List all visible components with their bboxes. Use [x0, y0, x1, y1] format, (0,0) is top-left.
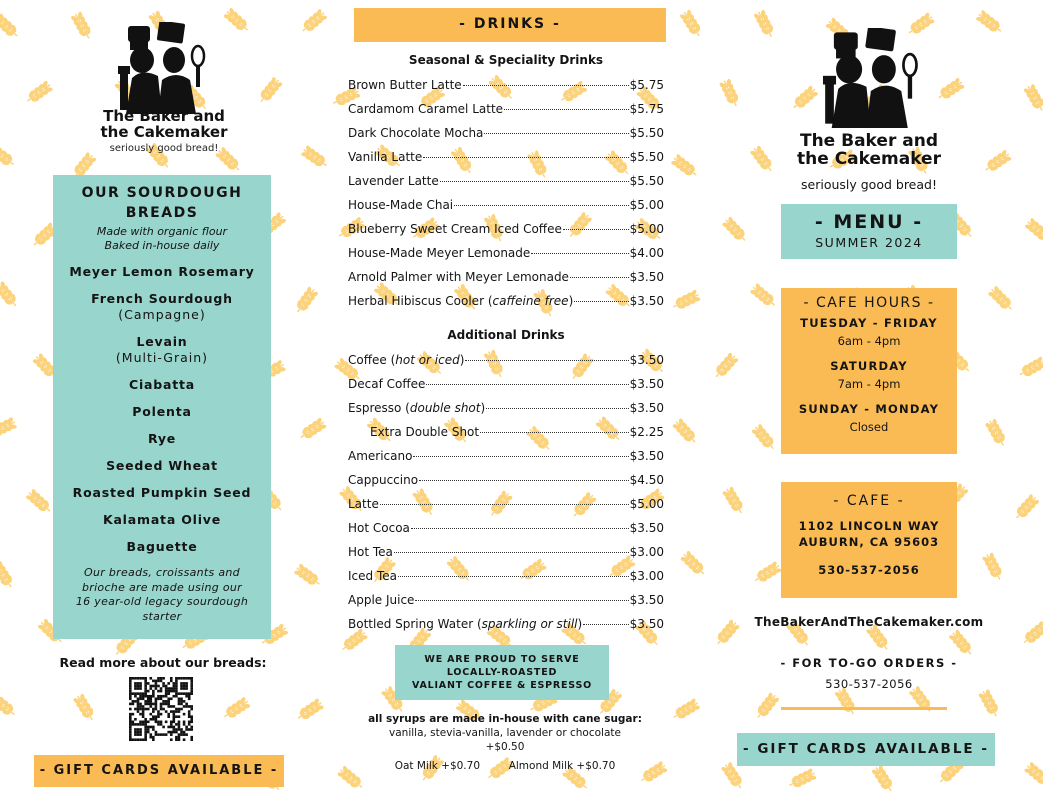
drink-note: hot or iced — [395, 353, 460, 367]
drink-name — [348, 540, 393, 564]
hours-days: SUNDAY - MONDAY — [798, 402, 940, 416]
bread-item — [53, 404, 271, 420]
drink-label: Vanilla Latte — [348, 150, 423, 164]
drink-price: $3.00 — [629, 545, 664, 559]
drink-name — [348, 145, 422, 169]
drink-label: Bottled Spring Water ( — [348, 617, 482, 631]
proud-line-3: VALIANT COFFEE & ESPRESSO — [411, 680, 593, 691]
drink-price: $4.00 — [629, 246, 664, 260]
syrups-price: +$0.50 — [485, 741, 525, 753]
drink-price: $5.00 — [629, 222, 664, 236]
bread-name: Polenta — [132, 404, 192, 419]
bread-name: Baguette — [126, 539, 198, 554]
bread-name: Roasted Pumpkin Seed — [72, 485, 252, 500]
address-line-1: 1102 LINCOLN WAY — [798, 519, 940, 533]
drink-label: Extra Double Shot — [370, 425, 480, 439]
drink-note: double shot — [409, 401, 481, 415]
breads-title-line-2: BREADS — [125, 205, 199, 221]
leader-dots — [486, 408, 628, 409]
bread-item — [53, 291, 271, 323]
menu-title: - MENU - — [814, 211, 924, 233]
drink-label: Espresso ( — [348, 401, 410, 415]
bread-item — [53, 334, 271, 366]
drink-label: House-Made Meyer Lemonade — [348, 246, 531, 260]
leader-dots — [583, 624, 628, 625]
breads-note-3: 16 year-old legacy sourdough — [75, 595, 249, 608]
read-more-label: Read more about our breads: — [59, 655, 267, 670]
drink-row — [348, 217, 664, 241]
drink-label: Blueberry Sweet Cream Iced Coffee — [348, 222, 562, 236]
bread-name: French Sourdough — [91, 291, 233, 306]
gift-cards-banner-right: - GIFT CARDS AVAILABLE - — [737, 733, 995, 766]
drink-row — [348, 516, 664, 540]
leader-dots — [463, 85, 629, 86]
cafe-title: - CAFE - — [833, 493, 905, 509]
cafe-hours-box — [781, 288, 957, 454]
drink-row — [348, 145, 664, 169]
drink-row — [348, 241, 664, 265]
bread-name: Seeded Wheat — [106, 458, 218, 473]
address-line-2: AUBURN, CA 95603 — [798, 535, 940, 549]
syrups-title: all syrups are made in-house with cane sugar: — [368, 713, 642, 725]
brand-line-1: The Baker and — [103, 107, 225, 125]
hours-time: 6am - 4pm — [837, 334, 901, 348]
drink-name — [348, 588, 414, 612]
drink-name — [348, 97, 503, 121]
bread-name: Levain — [136, 334, 188, 349]
drink-row — [348, 468, 664, 492]
drink-label: Brown Butter Latte — [348, 78, 462, 92]
drink-name — [348, 516, 410, 540]
drink-price: $5.50 — [629, 150, 664, 164]
drink-label: Iced Tea — [348, 569, 397, 583]
drink-price: $2.25 — [629, 425, 664, 439]
drink-price: $5.50 — [629, 174, 664, 188]
leader-dots — [480, 432, 629, 433]
drink-price: $5.00 — [629, 198, 664, 212]
drink-label: House-Made Chai — [348, 198, 454, 212]
leader-dots — [531, 253, 628, 254]
bread-item — [53, 264, 271, 280]
drink-price: $3.50 — [629, 617, 664, 631]
bread-name: Ciabatta — [128, 377, 196, 392]
drink-row — [348, 289, 664, 313]
drink-label: Cappuccino — [348, 473, 419, 487]
drink-label: Herbal Hibiscus Cooler ( — [348, 294, 493, 308]
almond-milk-price: Almond Milk +$0.70 — [508, 760, 616, 772]
drink-name — [348, 468, 418, 492]
drink-row — [348, 348, 664, 372]
leader-dots — [411, 528, 629, 529]
menu-season: SUMMER 2024 — [815, 235, 923, 250]
breads-note-4: starter — [142, 609, 182, 623]
togo-title: - FOR TO-GO ORDERS - — [780, 656, 958, 670]
additional-drinks-list — [348, 348, 664, 636]
sourdough-breads-panel — [53, 175, 271, 639]
drink-label: Dark Chocolate Mocha — [348, 126, 484, 140]
leader-dots — [413, 456, 628, 457]
drink-name — [348, 193, 453, 217]
drink-row — [348, 121, 664, 145]
leader-dots — [504, 109, 629, 110]
leader-dots — [574, 301, 628, 302]
drink-price: $3.50 — [629, 270, 664, 284]
oat-milk-price: Oat Milk +$0.70 — [394, 760, 481, 772]
drink-label: Cardamom Caramel Latte — [348, 102, 504, 116]
menu-title-box — [781, 204, 957, 259]
drink-row — [348, 444, 664, 468]
drink-row — [348, 612, 664, 636]
drink-row — [348, 588, 664, 612]
drink-row — [348, 169, 664, 193]
drink-price: $3.50 — [629, 449, 664, 463]
brand-line-2: the Cakemaker — [797, 148, 941, 169]
drink-name — [348, 372, 425, 396]
drink-label: Lavender Latte — [348, 174, 439, 188]
drink-name — [348, 169, 439, 193]
bread-item — [53, 377, 271, 393]
additional-drinks-title: Additional Drinks — [447, 328, 565, 342]
brand-tagline: seriously good bread! — [109, 143, 219, 154]
brand-tagline: seriously good bread! — [801, 177, 937, 192]
drink-label: Apple Juice — [348, 593, 415, 607]
leader-dots — [423, 157, 628, 158]
drink-name — [348, 492, 379, 516]
drink-label: Americano — [348, 449, 413, 463]
seasonal-drinks-list — [348, 73, 664, 313]
drink-price: $4.50 — [629, 473, 664, 487]
drink-price: $3.50 — [629, 353, 664, 367]
syrups-list: vanilla, stevia-vanilla, lavender or chocolate — [389, 727, 621, 739]
drink-name — [348, 241, 530, 265]
drink-name — [348, 444, 412, 468]
bread-item — [53, 431, 271, 447]
bakers-logo-icon — [118, 22, 210, 114]
togo-divider — [781, 707, 947, 710]
website-link[interactable]: TheBakerAndTheCakemaker.com — [754, 615, 984, 629]
brand-name — [760, 133, 978, 169]
drink-price: $3.50 — [629, 401, 664, 415]
breads-note-1: Our breads, croissants and — [84, 566, 240, 579]
drink-label: Coffee ( — [348, 353, 396, 367]
bread-item — [53, 539, 271, 555]
hours-list — [781, 315, 957, 436]
drink-row — [348, 396, 664, 420]
drink-price: $3.50 — [629, 593, 664, 607]
drink-row — [348, 540, 664, 564]
drink-name: Bottled Spring Water (sparkling or still) — [348, 617, 583, 631]
qr-code-icon[interactable] — [129, 677, 193, 741]
leader-dots — [394, 552, 629, 553]
milk-options — [340, 760, 670, 772]
drink-price: $3.50 — [629, 294, 664, 308]
drink-row — [348, 492, 664, 516]
drink-price: $5.00 — [629, 497, 664, 511]
leader-dots — [415, 600, 628, 601]
bread-name: Rye — [147, 431, 177, 446]
cafe-location-box — [781, 482, 957, 598]
breads-subtitle-1: Made with organic flour — [96, 225, 228, 238]
drink-name: Herbal Hibiscus Cooler (caffeine free) — [348, 294, 574, 308]
brand-name — [60, 109, 268, 141]
bread-name: Meyer Lemon Rosemary — [69, 264, 255, 279]
bakers-logo-icon — [823, 28, 923, 128]
drink-note: sparkling or still — [481, 617, 578, 631]
cafe-phone[interactable]: 530-537-2056 — [818, 563, 920, 577]
drink-row — [348, 73, 664, 97]
drink-name — [348, 265, 569, 289]
valiant-coffee-box — [395, 645, 609, 700]
breads-subtitle-2: Baked in-house daily — [104, 239, 220, 252]
leader-dots — [426, 384, 628, 385]
leader-dots — [465, 360, 628, 361]
hours-time: 7am - 4pm — [837, 377, 901, 391]
leader-dots — [563, 229, 629, 230]
hours-days: SATURDAY — [830, 359, 908, 373]
drink-price: $3.50 — [629, 377, 664, 391]
drink-row — [348, 265, 664, 289]
drink-name: Coffee (hot or iced) — [348, 353, 465, 367]
drink-price: $5.75 — [629, 78, 664, 92]
bread-variant: (Multi-Grain) — [115, 350, 209, 365]
drink-row — [348, 372, 664, 396]
drink-row — [348, 420, 664, 444]
leader-dots — [440, 181, 629, 182]
drink-name — [348, 217, 562, 241]
drink-row — [348, 564, 664, 588]
brand-line-1: The Baker and — [799, 131, 938, 151]
drink-price: $5.50 — [629, 126, 664, 140]
leader-dots — [380, 504, 629, 505]
bread-item — [53, 485, 271, 501]
proud-line-2: LOCALLY-ROASTED — [446, 667, 558, 678]
drink-label: Decaf Coffee — [348, 377, 426, 391]
drink-label: Hot Tea — [348, 545, 393, 559]
hours-days: TUESDAY - FRIDAY — [800, 316, 938, 330]
brand-line-2: the Cakemaker — [100, 122, 228, 141]
bread-variant: (Campagne) — [118, 307, 206, 322]
drink-name — [348, 121, 483, 145]
leader-dots — [484, 133, 628, 134]
breads-note-2: brioche are made using our — [81, 580, 243, 594]
drink-name — [370, 420, 479, 444]
drink-name — [348, 73, 462, 97]
drink-row — [348, 193, 664, 217]
drink-name — [348, 564, 397, 588]
leader-dots — [454, 205, 629, 206]
drink-price: $3.50 — [629, 521, 664, 535]
drink-name: Espresso (double shot) — [348, 401, 486, 415]
leader-dots — [398, 576, 629, 577]
togo-phone[interactable]: 530-537-2056 — [825, 677, 913, 691]
drinks-header: - DRINKS - — [354, 8, 666, 42]
drink-price: $3.00 — [629, 569, 664, 583]
hours-time: Closed — [849, 420, 889, 434]
proud-line-1: WE ARE PROUD TO SERVE — [424, 654, 580, 665]
bread-item — [53, 458, 271, 474]
bread-list — [53, 264, 271, 555]
leader-dots — [419, 480, 629, 481]
bread-item — [53, 512, 271, 528]
seasonal-drinks-title: Seasonal & Speciality Drinks — [408, 53, 604, 67]
breads-title-line-1: OUR SOURDOUGH — [81, 185, 243, 201]
bread-name: Kalamata Olive — [102, 512, 222, 527]
drink-price: $5.75 — [629, 102, 664, 116]
drink-row — [348, 97, 664, 121]
gift-cards-banner-left: - GIFT CARDS AVAILABLE - — [34, 755, 284, 787]
syrups-info — [340, 712, 670, 754]
drink-label: Latte — [348, 497, 379, 511]
cafe-hours-title: - CAFE HOURS - — [803, 295, 935, 311]
drink-label: Arnold Palmer with Meyer Lemonade — [348, 270, 569, 284]
leader-dots — [570, 277, 629, 278]
drink-label: Hot Cocoa — [348, 521, 410, 535]
drink-note: caffeine free — [492, 294, 569, 308]
